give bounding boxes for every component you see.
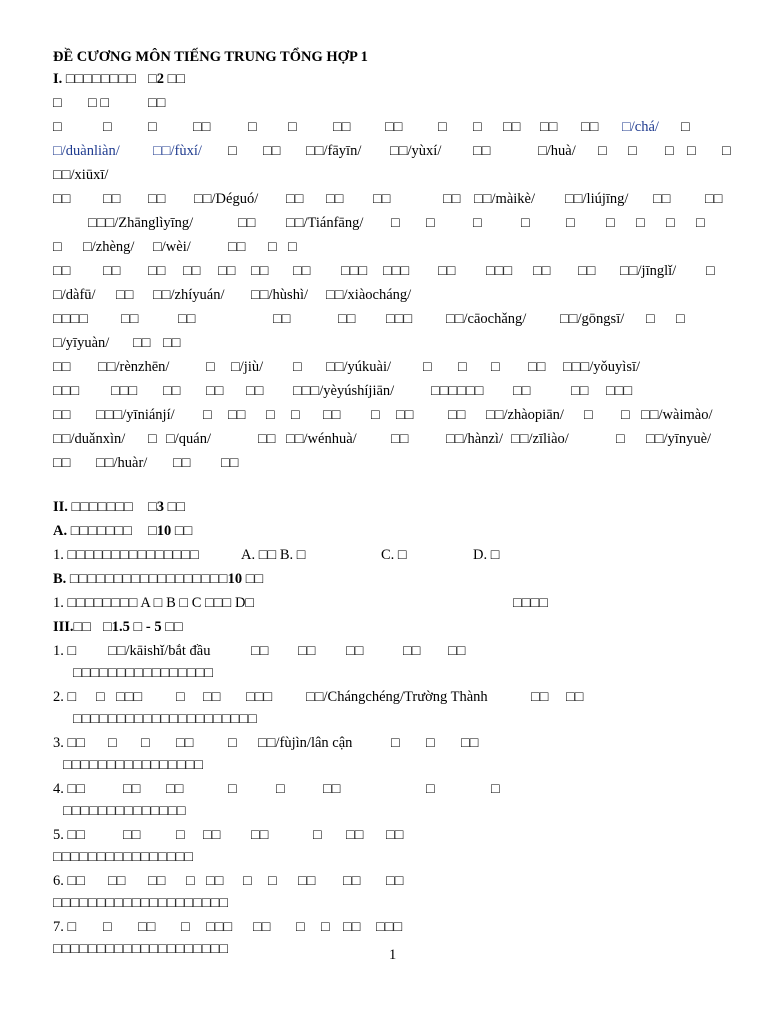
body-text: □ xyxy=(288,239,297,255)
body-text: □□ xyxy=(323,407,341,423)
body-text: □ xyxy=(681,119,690,135)
body-text: □□ xyxy=(338,311,356,327)
body-text: □□□□□□□□□□□□□□□□□□□□□ xyxy=(73,711,257,727)
section-heading-text: □1.5 □ - 5 □□ xyxy=(103,619,183,635)
body-text: □□ xyxy=(203,827,221,843)
body-text: □ xyxy=(276,781,285,797)
body-text: □□□□□□□□□□□□□□□□□□□□ xyxy=(53,941,229,957)
body-text: □□□ xyxy=(606,383,633,399)
body-text: □ xyxy=(53,119,62,135)
body-text: □□□ xyxy=(246,689,273,705)
body-text: □ xyxy=(621,407,630,423)
body-text: □□ xyxy=(263,143,281,159)
body-text: □□ xyxy=(346,643,364,659)
body-text: □□ xyxy=(163,383,181,399)
body-text: □□□ xyxy=(386,311,413,327)
body-text: □□ xyxy=(176,735,194,751)
body-text: □□/Chángchéng/Trường Thành xyxy=(306,689,488,705)
body-text: □/zhèng/ xyxy=(83,239,135,255)
body-text: □ xyxy=(266,407,275,423)
body-text: □ xyxy=(228,143,237,159)
body-text: □□ xyxy=(221,455,239,471)
body-text: 5. □□ xyxy=(53,827,86,843)
body-text: □ xyxy=(296,919,305,935)
body-text: □□□ xyxy=(206,919,233,935)
body-text: □ xyxy=(598,143,607,159)
body-text: □□□ xyxy=(486,263,513,279)
section-heading-text: II. □□□□□□□ xyxy=(53,499,133,515)
section-heading-text: □2 □□ xyxy=(148,71,186,87)
body-text: □□ xyxy=(578,263,596,279)
body-text: □□/Tiánfāng/ xyxy=(286,215,364,231)
body-text: □□/huàr/ xyxy=(96,455,148,471)
body-text: □□ xyxy=(251,827,269,843)
body-text: □□/zīliào/ xyxy=(511,431,569,447)
body-text: □ xyxy=(687,143,696,159)
body-text: □□□□□□□□□□□□□□□□ xyxy=(73,665,214,681)
body-text: D. □ xyxy=(473,547,500,563)
body-text: □ xyxy=(228,735,237,751)
body-text: □□□□□□ xyxy=(431,383,484,399)
body-text: □ xyxy=(491,359,500,375)
body-text: □ xyxy=(53,95,62,111)
body-text: □□□ xyxy=(383,263,410,279)
body-text: □/huà/ xyxy=(538,143,576,159)
body-text: □ xyxy=(491,781,500,797)
body-text: □ xyxy=(268,873,277,889)
body-text: □ xyxy=(203,407,212,423)
section-heading-text: A. □□□□□□□ xyxy=(53,523,133,539)
body-text: □ □ xyxy=(88,95,110,111)
section-heading-text: B. □□□□□□□□□□□□□□□□□□10 □□ xyxy=(53,571,264,587)
body-text: □□ xyxy=(148,263,166,279)
body-text: □□/rènzhēn/ xyxy=(98,359,170,375)
body-text: □□ xyxy=(148,95,166,111)
body-text: □□ xyxy=(228,407,246,423)
body-text: □□/cāochǎng/ xyxy=(446,311,527,327)
body-text: □□ xyxy=(103,191,121,207)
body-text: □□/zhàopiān/ xyxy=(486,407,564,423)
body-text: □□/Déguó/ xyxy=(194,191,259,207)
body-text: □□/wàimào/ xyxy=(641,407,713,423)
body-text: □□/zhíyuán/ xyxy=(153,287,225,303)
body-text: □ xyxy=(243,873,252,889)
body-text: □□ xyxy=(53,359,71,375)
body-text: □□ xyxy=(705,191,723,207)
body-text: □ xyxy=(616,431,625,447)
body-text: □ xyxy=(391,215,400,231)
body-text: 1. □□□□□□□□ A □ B □ C □□□ D□ xyxy=(53,595,255,611)
body-text: C. □ xyxy=(381,547,407,563)
body-text: □□□/yǒuyìsī/ xyxy=(563,359,641,375)
body-text: □□/xiūxī/ xyxy=(53,167,109,183)
body-text: □□ xyxy=(123,781,141,797)
body-text: □□ xyxy=(246,383,264,399)
body-text: □□ xyxy=(385,119,403,135)
body-text: □□/yīnyuè/ xyxy=(646,431,712,447)
body-text: □□ xyxy=(148,873,166,889)
body-text: □□ xyxy=(326,191,344,207)
body-text: □□ xyxy=(386,873,404,889)
body-text: 3. □□ xyxy=(53,735,86,751)
body-text: □ xyxy=(103,919,112,935)
body-text: □□ xyxy=(251,263,269,279)
section-heading-text: III.□□ xyxy=(53,619,92,635)
body-text: □ xyxy=(288,119,297,135)
body-text: □□ xyxy=(251,643,269,659)
body-text: □□ xyxy=(193,119,211,135)
body-text: □ xyxy=(665,143,674,159)
body-text: □□ xyxy=(448,643,466,659)
body-text: □/duànliàn/ xyxy=(53,143,120,159)
body-text: □ xyxy=(293,359,302,375)
body-text: □□□□□□□□□□□□□□□□ xyxy=(53,849,194,865)
body-text: □□ xyxy=(503,119,521,135)
body-text: □ xyxy=(722,143,731,159)
body-text: □□ xyxy=(206,873,224,889)
section-heading-text: □10 □□ xyxy=(148,523,193,539)
body-text: □ xyxy=(666,215,675,231)
body-text: □□ xyxy=(53,455,71,471)
body-text: □/jiù/ xyxy=(231,359,264,375)
body-text: □ xyxy=(108,735,117,751)
body-text: □□ xyxy=(438,263,456,279)
body-text: □□/hùshì/ xyxy=(251,287,308,303)
body-text: 4. □□ xyxy=(53,781,86,797)
body-text: □□ xyxy=(116,287,134,303)
body-text: □□ xyxy=(228,239,246,255)
body-text: □□ xyxy=(528,359,546,375)
body-text: □ xyxy=(473,215,482,231)
section-heading-text: I. □□□□□□□□ xyxy=(53,71,136,87)
body-text: □□ xyxy=(203,689,221,705)
body-text: □□ xyxy=(566,689,584,705)
body-text: □ xyxy=(206,359,215,375)
body-text: □ xyxy=(96,689,105,705)
document-title: ĐỀ CƯƠNG MÔN TIẾNG TRUNG TỔNG HỢP 1 xyxy=(53,49,368,65)
body-text: □ xyxy=(186,873,195,889)
body-text: □□ xyxy=(540,119,558,135)
body-text: □ xyxy=(228,781,237,797)
body-text: □□ xyxy=(53,191,71,207)
body-text: □□□/yīniánjí/ xyxy=(96,407,175,423)
body-text: □□□ xyxy=(376,919,403,935)
body-text: □□ xyxy=(238,215,256,231)
body-text: □□/jīnglǐ/ xyxy=(620,263,677,279)
body-text: □□ xyxy=(163,335,181,351)
body-text: □□ xyxy=(343,873,361,889)
body-text: □ xyxy=(458,359,467,375)
body-text: □□ xyxy=(531,689,549,705)
body-text: □□ xyxy=(183,263,201,279)
body-text: □□ xyxy=(123,827,141,843)
body-text: □□ xyxy=(581,119,599,135)
body-text: □□ xyxy=(391,431,409,447)
body-text: □□ xyxy=(448,407,466,423)
body-text: □□ xyxy=(138,919,156,935)
body-text: □ xyxy=(628,143,637,159)
body-text: □□/hànzì/ xyxy=(446,431,503,447)
body-text: □□□/yèyúshíjiān/ xyxy=(293,383,395,399)
body-text: □□ xyxy=(396,407,414,423)
body-text: □□/fùxí/ xyxy=(153,143,202,159)
body-text: □ xyxy=(103,119,112,135)
body-text: □□□ xyxy=(341,263,368,279)
body-text: □□/yúkuài/ xyxy=(326,359,392,375)
body-text: □□ xyxy=(346,827,364,843)
body-text: □ xyxy=(391,735,400,751)
body-text: □/dàfū/ xyxy=(53,287,96,303)
body-text: □□/fāyīn/ xyxy=(306,143,362,159)
body-text: □□□ xyxy=(53,383,80,399)
body-text: □□ xyxy=(373,191,391,207)
body-text: □ xyxy=(706,263,715,279)
body-text: □□/màikè/ xyxy=(474,191,536,207)
section-heading-text: □3 □□ xyxy=(148,499,186,515)
body-text: □□ xyxy=(173,455,191,471)
body-text: □□ xyxy=(166,781,184,797)
body-text: □□ xyxy=(273,311,291,327)
body-text: □/chá/ xyxy=(622,119,659,135)
body-text: □□ xyxy=(298,873,316,889)
body-text: □□ xyxy=(258,431,276,447)
body-text: □□/kāishǐ/bắt đầu xyxy=(108,643,211,659)
body-text: □□□□□□□□□□□□□□□□ xyxy=(63,757,204,773)
body-text: □/quán/ xyxy=(166,431,212,447)
body-text: □□ xyxy=(323,781,341,797)
body-text: □□/gōngsī/ xyxy=(560,311,625,327)
body-text: □ xyxy=(426,735,435,751)
body-text: □ xyxy=(646,311,655,327)
body-text: □□□ xyxy=(116,689,143,705)
body-text: □ xyxy=(438,119,447,135)
body-text: □ xyxy=(426,215,435,231)
body-text: □ xyxy=(423,359,432,375)
body-text: □□/wénhuà/ xyxy=(286,431,357,447)
body-text: □□ xyxy=(333,119,351,135)
body-text: □□ xyxy=(121,311,139,327)
body-text: □□ xyxy=(513,383,531,399)
body-text: □/yīyuàn/ xyxy=(53,335,110,351)
body-text: □□ xyxy=(148,191,166,207)
body-text: □□□□ xyxy=(513,595,549,611)
body-text: □ xyxy=(176,827,185,843)
body-text: □□ xyxy=(133,335,151,351)
body-text: □ xyxy=(313,827,322,843)
body-text: 2. □ xyxy=(53,689,77,705)
body-text: □ xyxy=(176,689,185,705)
body-text: □ xyxy=(181,919,190,935)
body-text: □□□□□□□□□□□□□□□□□□□□ xyxy=(53,895,229,911)
body-text: □□/liújīng/ xyxy=(565,191,629,207)
body-text: □□ xyxy=(218,263,236,279)
body-text: □□ xyxy=(343,919,361,935)
body-text: □ xyxy=(696,215,705,231)
body-text: □ xyxy=(473,119,482,135)
body-text: □/wèi/ xyxy=(153,239,191,255)
body-text: □□ xyxy=(443,191,461,207)
body-text: □□ xyxy=(286,191,304,207)
body-text: □ xyxy=(636,215,645,231)
body-text: □ xyxy=(371,407,380,423)
body-text: □□□□ xyxy=(53,311,89,327)
body-text: □ xyxy=(676,311,685,327)
body-text: □□ xyxy=(103,263,121,279)
body-text: □□ xyxy=(206,383,224,399)
body-text: □ xyxy=(606,215,615,231)
body-text: □ xyxy=(148,431,157,447)
body-text: □□ xyxy=(386,827,404,843)
body-text: □□□□□□□□□□□□□□ xyxy=(63,803,186,819)
body-text: □□ xyxy=(653,191,671,207)
body-text: □□/duǎnxìn/ xyxy=(53,431,126,447)
body-text: □□ xyxy=(403,643,421,659)
body-text: □ xyxy=(566,215,575,231)
body-text: □□ xyxy=(108,873,126,889)
body-text: 1. □ xyxy=(53,643,77,659)
body-text: □□ xyxy=(571,383,589,399)
body-text: □□ xyxy=(53,407,71,423)
body-text: □□ xyxy=(293,263,311,279)
body-text: □□ xyxy=(178,311,196,327)
body-text: 7. □ xyxy=(53,919,77,935)
body-text: 1. □□□□□□□□□□□□□□□ xyxy=(53,547,199,563)
body-text: □ xyxy=(291,407,300,423)
body-text: □□/xiàocháng/ xyxy=(326,287,412,303)
body-text: A. □□ B. □ xyxy=(241,547,306,563)
body-text: □□/fùjìn/lân cận xyxy=(258,735,353,751)
body-text: □□ xyxy=(533,263,551,279)
body-text: □ xyxy=(53,239,62,255)
body-text: □ xyxy=(141,735,150,751)
body-text: □□ xyxy=(473,143,491,159)
body-text: □ xyxy=(584,407,593,423)
body-text: 6. □□ xyxy=(53,873,86,889)
body-text: □ xyxy=(321,919,330,935)
body-text: □□ xyxy=(253,919,271,935)
body-text: □□ xyxy=(53,263,71,279)
body-text: □ xyxy=(521,215,530,231)
body-text: □□/yùxí/ xyxy=(390,143,442,159)
body-text: □ xyxy=(426,781,435,797)
body-text: □□□ xyxy=(111,383,138,399)
body-text: □□ xyxy=(298,643,316,659)
body-text: □ xyxy=(268,239,277,255)
body-text: □□ xyxy=(461,735,479,751)
page-number: 1 xyxy=(389,947,397,963)
body-text: □ xyxy=(148,119,157,135)
body-text: □ xyxy=(248,119,257,135)
body-text: □□□/Zhānglìyīng/ xyxy=(88,215,194,231)
